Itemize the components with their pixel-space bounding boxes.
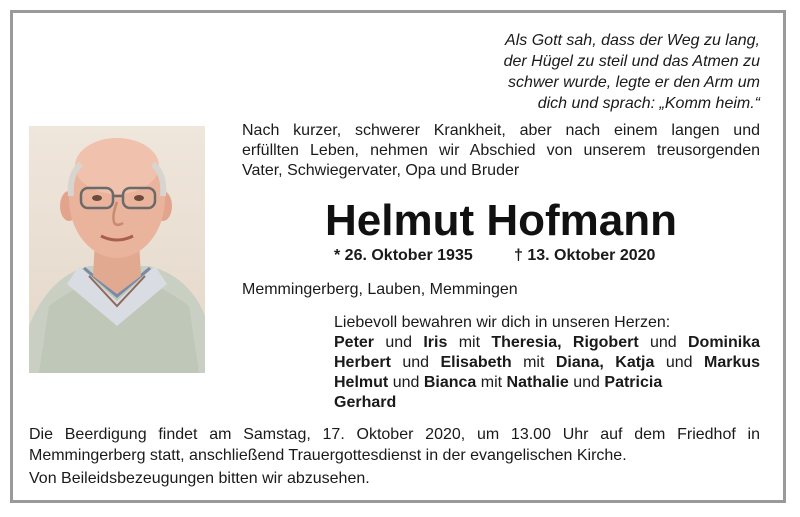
connector: mit: [458, 334, 481, 351]
funeral-line: Memmingerberg statt, anschließend Trauergottesdienst in der evangelischen Kirche.: [29, 447, 627, 464]
portrait-illustration: [29, 126, 205, 373]
condolence-note: Von Beileidsbezeugungen bitten wir abzusehen.: [29, 470, 370, 487]
family-name: Elisabeth: [440, 354, 512, 371]
connector: und: [402, 354, 430, 371]
family-name: Patricia: [604, 374, 663, 391]
death-date: † 13. Oktober 2020: [514, 247, 656, 264]
family-name: Dominika: [688, 334, 761, 351]
family-heading: Liebevoll bewahren wir dich in unseren Herzen:: [334, 314, 671, 331]
quote-line: Als Gott sah, dass der Weg zu lang,: [505, 32, 760, 49]
portrait-photo: [29, 126, 205, 373]
funeral-line: Die Beerdigung findet am Samstag, 17. Oktober 2020, um 13.00 Uhr auf dem Friedhof in: [29, 426, 760, 443]
connector: mit: [523, 354, 545, 371]
family-name: Nathalie: [506, 374, 569, 391]
intro-line: erfüllten Leben, nehmen wir Abschied von unserem treusorgenden: [242, 142, 760, 159]
family-name: Helmut: [334, 374, 389, 391]
intro-text: [242, 121, 760, 181]
quote-line: schwer wurde, legte er den Arm um: [508, 74, 760, 91]
quote-line: dich und sprach: „Komm heim.“: [537, 95, 760, 112]
connector: und: [649, 334, 677, 351]
family-line: [334, 353, 760, 373]
family-name: Herbert: [334, 354, 391, 371]
connector: mit: [480, 374, 503, 391]
family-name: Diana, Katja: [555, 354, 655, 371]
connector: und: [385, 334, 413, 351]
birth-date: * 26. Oktober 1935: [334, 247, 473, 264]
intro-line: Vater, Schwiegervater, Opa und Bruder: [242, 162, 520, 179]
intro-line: Nach kurzer, schwerer Krankheit, aber nach einem langen und: [242, 122, 760, 139]
family-name: Theresia, Rigobert: [491, 334, 639, 351]
funeral-info: [29, 424, 760, 466]
places: Memmingerberg, Lauben, Memmingen: [242, 281, 518, 298]
deceased-name: Helmut Hofmann: [325, 196, 677, 245]
quote-line: der Hügel zu steil und das Atmen zu: [503, 53, 760, 70]
connector: und: [573, 374, 600, 391]
family-block: [334, 313, 760, 413]
family-name: Peter: [334, 334, 375, 351]
connector: und: [392, 374, 420, 391]
memorial-quote: [470, 30, 760, 114]
family-line: [334, 333, 760, 353]
family-line: [334, 373, 760, 393]
family-name: Gerhard: [334, 394, 397, 411]
family-name: Markus: [703, 354, 761, 371]
family-line: [334, 393, 760, 413]
connector: und: [665, 354, 693, 371]
family-name: Iris: [423, 334, 448, 351]
family-name: Bianca: [423, 374, 477, 391]
